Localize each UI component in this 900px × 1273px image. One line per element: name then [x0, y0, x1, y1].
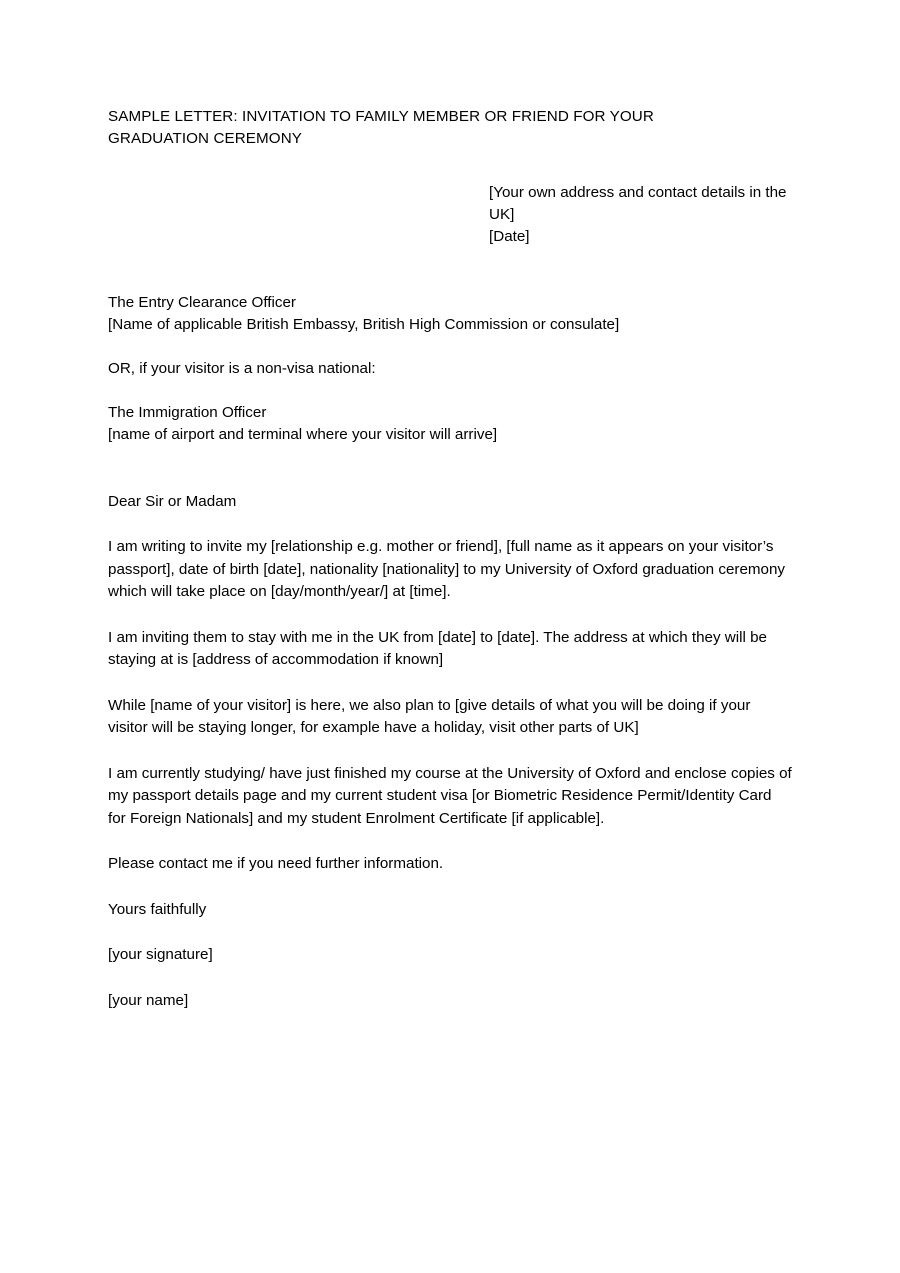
recipient-primary-title: The Entry Clearance Officer [108, 294, 296, 311]
recipient-primary-office: [Name of applicable British Embassy, British High Commission or consulate] [108, 316, 620, 333]
signature-placeholder: [your signature] [108, 946, 213, 963]
salutation: Dear Sir or Madam [108, 493, 237, 510]
name-placeholder: [your name] [108, 991, 189, 1009]
sender-address-line: [Your own address and contact details in the UK] [489, 184, 787, 223]
paragraph-enclosures: I am currently studying/ have just finished my course at the University of Oxford and enclose copies of my passport details page and my current student visa [or Biometric Residence Permit/Identity Card for Foreign Nationals] and my student Enrolment Certificate [if applicable]. [108, 764, 792, 827]
recipient-primary-block [108, 292, 792, 336]
paragraph-invitation: I am writing to invite my [relationship e.g. mother or friend], [full name as it appears on your visitor’s passport], date of birth [date], nationality [nationality] to my University of Oxford graduation ceremony which will take place on [day/month/year/] at [time]. [108, 538, 786, 600]
closing: Yours faithfully [108, 900, 207, 918]
recipient-alternative-block [108, 402, 792, 446]
sender-date-line: [Date] [489, 228, 530, 245]
paragraph-accommodation: I am inviting them to stay with me in the UK from [date] to [date]. The address at which they will be staying at is [address of accommodation if known] [108, 628, 767, 668]
recipient-alternative-office: [name of airport and terminal where your visitor will arrive] [108, 426, 498, 443]
alternative-note: OR, if your visitor is a non-visa national: [108, 360, 376, 377]
page-title: SAMPLE LETTER: INVITATION TO FAMILY MEMBER OR FRIEND FOR YOUR GRADUATION CEREMONY [108, 108, 654, 147]
recipient-alternative-title: The Immigration Officer [108, 404, 267, 421]
sender-address-block [489, 182, 792, 248]
letter-body [108, 106, 792, 1027]
paragraph-plans: While [name of your visitor] is here, we also plan to [give details of what you will be doing if your visitor will be staying longer, for example have a holiday, visit other parts of UK] [108, 696, 751, 736]
paragraph-contact: Please contact me if you need further information. [108, 855, 444, 872]
